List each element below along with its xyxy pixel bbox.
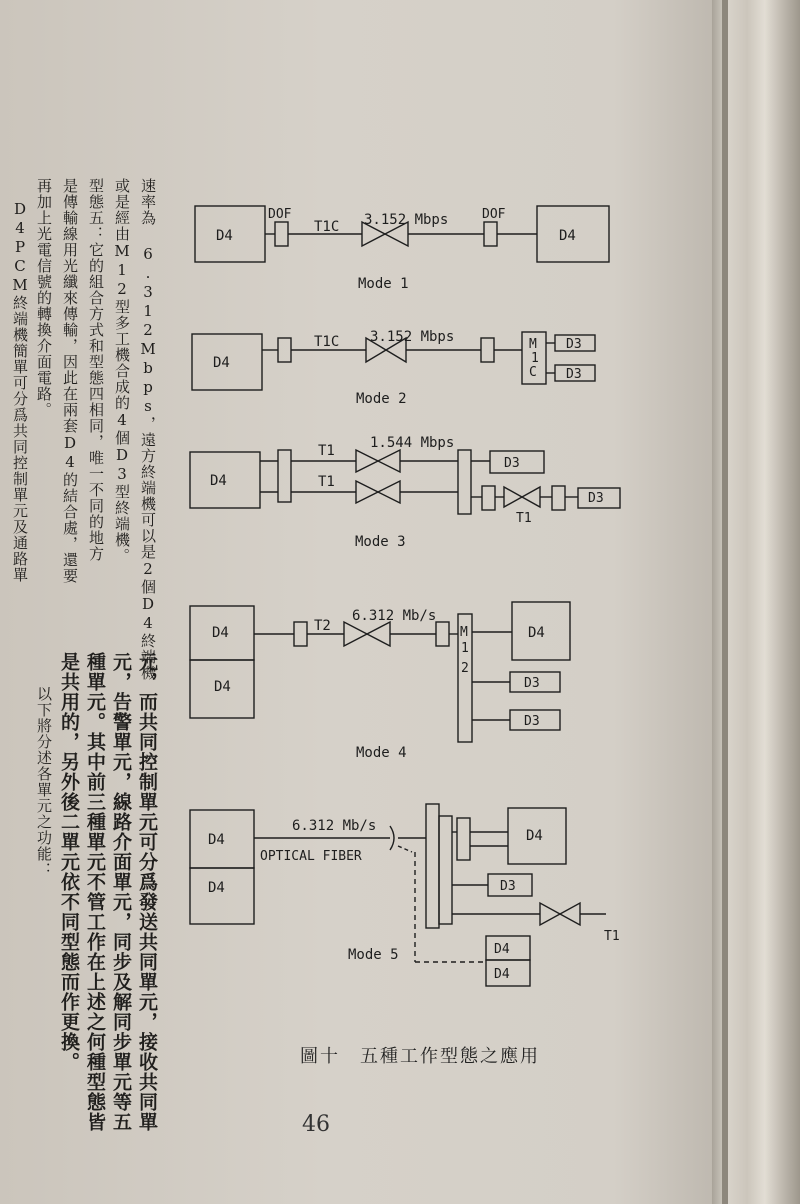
text-column-7: 元，而共同控制單元可分爲發送共同單元，接收共同單	[136, 652, 158, 1132]
mode2-title: Mode 2	[356, 391, 407, 407]
mode1-title: Mode 1	[358, 276, 409, 292]
mode4-d4-bottom: D4	[214, 679, 231, 695]
text-column-3: 型態五：它的組合方式和型態四相同，唯一不同的地方	[87, 178, 105, 562]
mode5-d3: D3	[500, 879, 516, 894]
mode2-d4: D4	[213, 355, 230, 371]
text-column-4: 是傳輸線用光纖來傳輸，因此在兩套D4的結合處，還要	[61, 178, 79, 584]
mode3-title: Mode 3	[355, 534, 406, 550]
mode4-d3-bottom: D3	[524, 714, 540, 729]
mode5-rate: 6.312 Mb/s	[292, 818, 377, 834]
mode5-d4-top: D4	[208, 832, 225, 848]
mode5-medium: OPTICAL FIBER	[260, 849, 362, 864]
text-column-9: 種單元。其中前三種單元不管工作在上述之何種型態皆	[84, 652, 106, 1132]
mode3-line-bottom: T1	[318, 474, 335, 490]
mode3-rate: 1.544 Mbps	[370, 435, 455, 451]
mode3-repeater-label: T1	[516, 511, 532, 526]
mode2-d3-top: D3	[566, 337, 582, 352]
text-column-10: 是共用的，另外後二單元依不同型態而作更換。	[58, 652, 80, 1072]
mode1-dof-left: DOF	[268, 207, 292, 222]
page-number: 46	[302, 1112, 330, 1137]
mode1-line: T1C	[314, 219, 340, 235]
mode1-rate: 3.152 Mbps	[364, 212, 449, 228]
mode1-d4-left: D4	[216, 228, 233, 244]
text-column-2: 或是經由M12型多工機合成的4個D3型終端機。	[113, 178, 131, 564]
mode4-d3-top: D3	[524, 676, 540, 691]
mode5-d4-pair-bottom: D4	[494, 967, 510, 982]
mode-3-diagram	[190, 450, 620, 514]
mode3-line-top: T1	[318, 443, 335, 459]
mode2-line: T1C	[314, 334, 340, 350]
mode5-title: Mode 5	[348, 947, 399, 963]
mode5-t1: T1	[604, 929, 620, 944]
mode3-d3-right: D3	[588, 491, 604, 506]
mode5-d4-pair-top: D4	[494, 942, 510, 957]
text-column-6: D4PCM終端機簡單可分爲共同控制單元及通路單	[11, 200, 29, 583]
mode5-d4-right: D4	[526, 828, 543, 844]
mode4-mux-1: M	[460, 625, 468, 640]
mode4-mux-2: 1	[461, 641, 469, 656]
mode3-d3-top: D3	[504, 456, 520, 471]
mode2-rate: 3.152 Mbps	[370, 329, 455, 345]
mode4-line: T2	[314, 618, 331, 634]
figure-caption: 圖十 五種工作型態之應用	[300, 1046, 540, 1067]
mode4-mux-3: 2	[461, 661, 469, 676]
mode4-d4-right: D4	[528, 625, 545, 641]
mode4-d4-top: D4	[212, 625, 229, 641]
mode3-d4: D4	[210, 473, 227, 489]
mode2-mux-3: C	[529, 365, 537, 380]
mode2-mux-2: 1	[531, 351, 539, 366]
mode1-d4-right: D4	[559, 228, 576, 244]
mode4-rate: 6.312 Mb/s	[352, 608, 437, 624]
page-binding-shadow	[722, 0, 728, 1204]
text-column-8: 元，告警單元，線路介面單元，同步及解同步單元等五	[110, 652, 132, 1132]
mode2-mux-1: M	[529, 337, 537, 352]
mode5-d4-bottom: D4	[208, 880, 225, 896]
mode2-d3-bottom: D3	[566, 367, 582, 382]
text-column-11: 以下將分述各單元之功能：	[35, 686, 53, 878]
mode4-title: Mode 4	[356, 745, 407, 761]
mode1-dof-right: DOF	[482, 207, 506, 222]
text-column-5: 再加上光電信號的轉換介面電路。	[35, 178, 53, 418]
text-column-1: 速率為 6.312Mbps，遠方終端機可以是2個D4終端機	[139, 178, 157, 681]
